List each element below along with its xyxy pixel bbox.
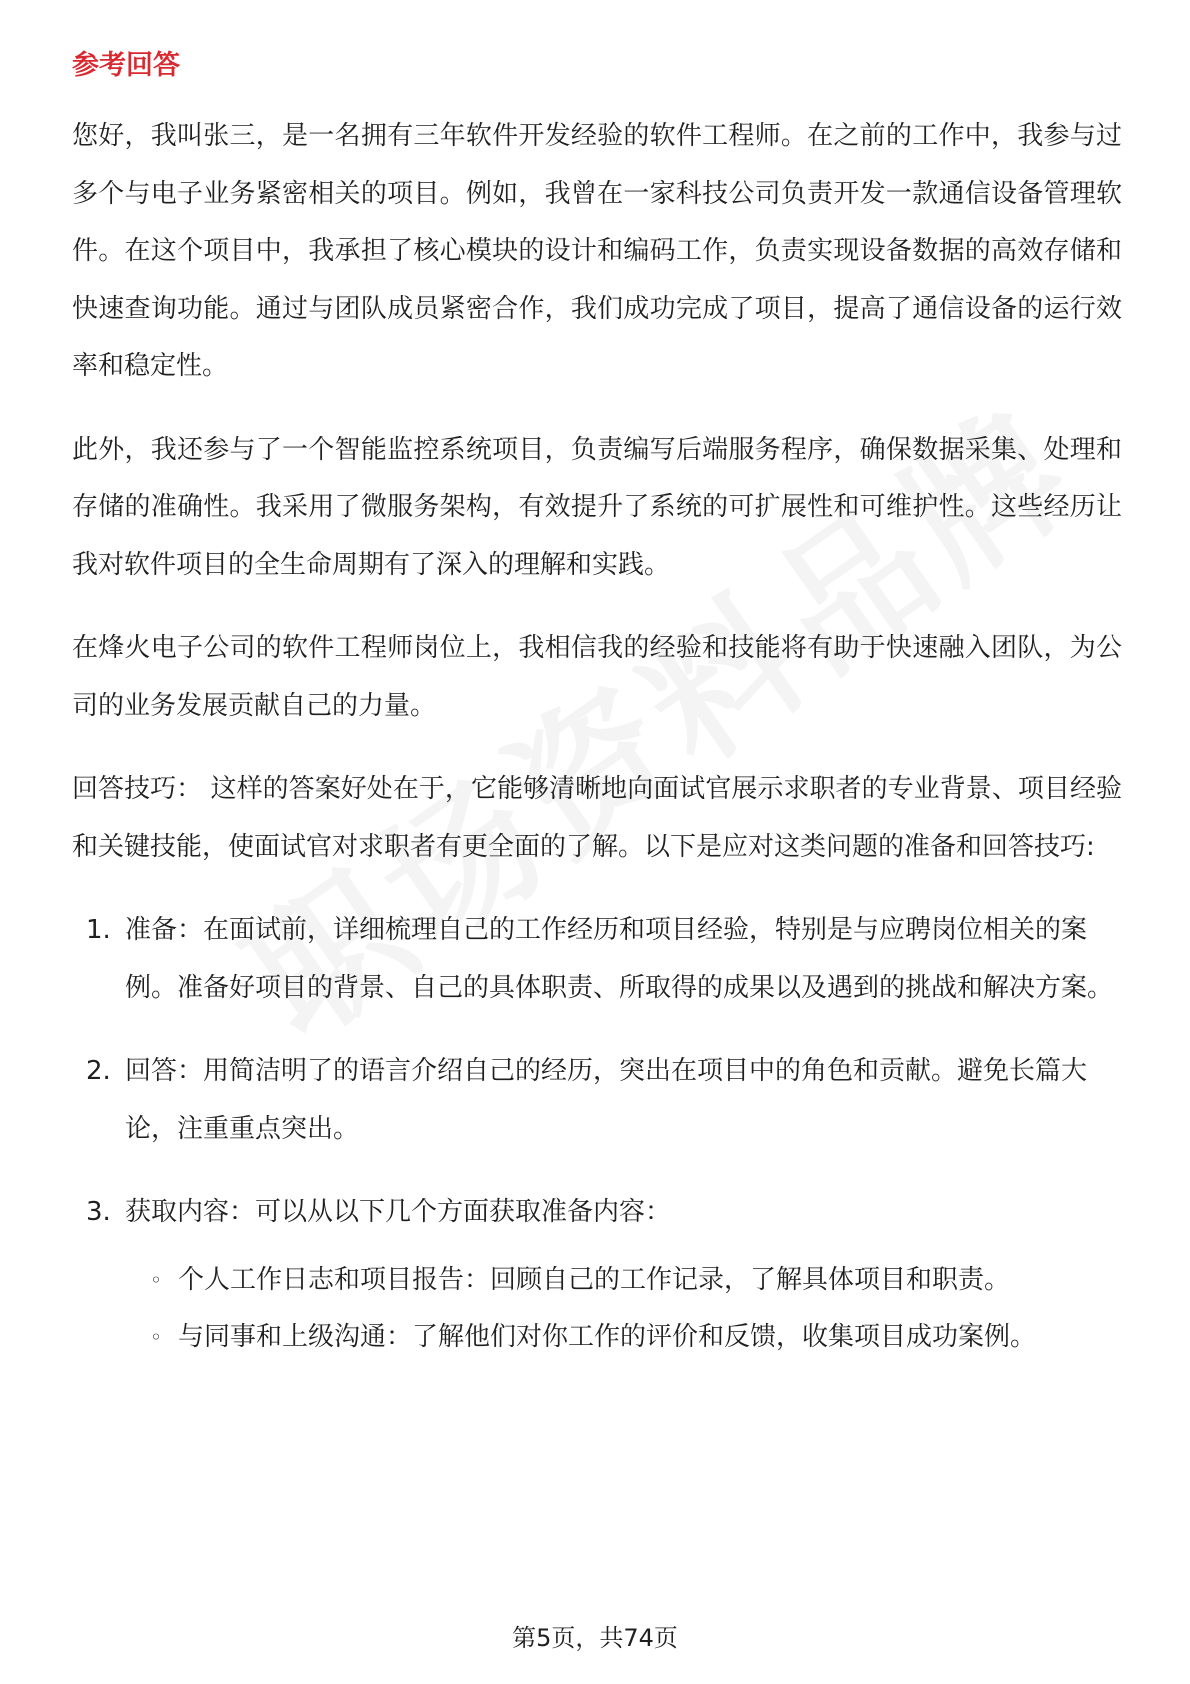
paragraph-tips: 回答技巧： 这样的答案好处在于，它能够清晰地向面试官展示求职者的专业背景、项目经验和关键技能，使面试官对求职者有更全面的了解。以下是应对这类问题的准备和回答技巧: — [72, 774, 1122, 862]
bullet-item — [72, 1309, 1122, 1367]
document-page — [72, 46, 1122, 1367]
sources-bullet-list — [72, 1252, 1122, 1367]
list-item-text: 准备：在面试前，详细梳理自己的工作经历和项目经验，特别是与应聘岗位相关的案例。准备好项目的背景、自己的具体职责、所取得的成果以及遇到的挑战和解决方案。 — [125, 915, 1114, 1003]
list-item — [72, 1184, 1122, 1242]
paragraph-additional: 此外，我还参与了一个智能监控系统项目，负责编写后端服务程序，确保数据采集、处理和存储的准确性。我采用了微服务架构，有效提升了系统的可扩展性和可维护性。这些经历让我对软件项目的全生命周期有了深入的理解和实践。 — [72, 434, 1122, 580]
list-item — [72, 1043, 1122, 1158]
list-item-text: 回答：用简洁明了的语言介绍自己的经历，突出在项目中的角色和贡献。避免长篇大论，注重重点突出。 — [125, 1056, 1088, 1144]
list-item — [72, 902, 1122, 1017]
paragraph-intro: 您好，我叫张三，是一名拥有三年软件开发经验的软件工程师。在之前的工作中，我参与过多个与电子业务紧密相关的项目。例如，我曾在一家科技公司负责开发一款通信设备管理软件。在这个项目中，我承担了核心模块的设计和编码工作，负责实现设备数据的高效存储和快速查询功能。通过与团队成员紧密合作，我们成功完成了项目，提高了通信设备的运行效率和稳定性。 — [72, 121, 1122, 381]
list-number: 2. — [86, 1056, 111, 1086]
list-number: 1. — [86, 915, 111, 945]
bullet-item-text: 与同事和上级沟通：了解他们对你工作的评价和反馈，收集项目成功案例。 — [178, 1322, 1037, 1352]
list-item-text: 获取内容：可以从以下几个方面获取准备内容： — [125, 1197, 672, 1227]
tips-ordered-list — [72, 902, 1122, 1242]
list-number: 3. — [86, 1197, 111, 1227]
bullet-item — [72, 1252, 1122, 1310]
bullet-icon: ◦ — [150, 1267, 162, 1292]
paragraph-closing: 在烽火电子公司的软件工程师岗位上，我相信我的经验和技能将有助于快速融入团队，为公司的业务发展贡献自己的力量。 — [72, 633, 1122, 721]
page-footer: 第5页，共74页 — [512, 1624, 678, 1652]
bullet-item-text: 个人工作日志和项目报告：回顾自己的工作记录，了解具体项目和职责。 — [178, 1264, 1011, 1295]
bullet-icon: ◦ — [150, 1325, 162, 1349]
section-heading: 参考回答 — [72, 50, 180, 81]
